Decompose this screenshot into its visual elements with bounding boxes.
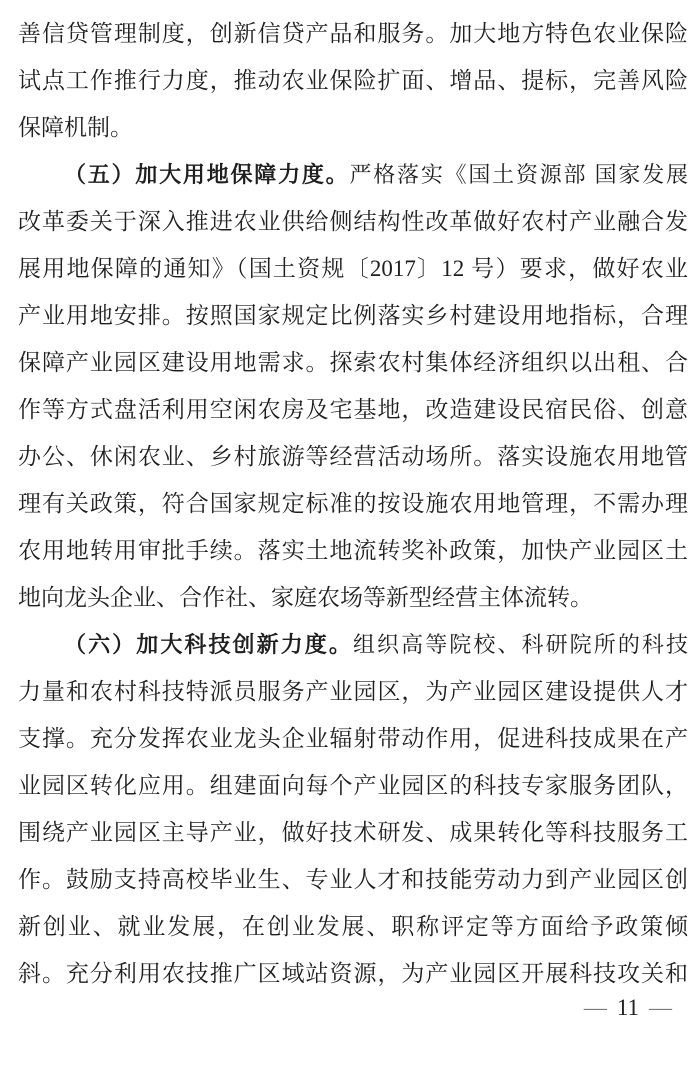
text-line-section-5 [18,151,688,198]
text-line: 新创业、就业发展，在创业发展、职称评定等方面给予政策倾 [18,914,688,939]
text-line: 农用地转用审批手续。落实土地流转奖补政策，加快产业园区土 [18,538,688,563]
text-line: 展用地保障的通知》（国土资规〔2017〕12 号）要求，做好农业 [18,256,688,281]
page-number-value: 11 [616,995,639,1020]
text-line: 斜。充分利用农技推广区域站资源，为产业园区开展科技攻关和 [18,961,688,986]
text-line: 善信贷管理制度，创新信贷产品和服务。加大地方特色农业保险 [18,21,688,46]
text-line: 办公、休闲农业、乡村旅游等经营活动场所。落实设施农用地管 [18,444,688,469]
text-line: 地向龙头企业、合作社、家庭农场等新型经营主体流转。 [18,585,593,610]
text-line: 作。鼓励支持高校毕业生、专业人才和技能劳动力到产业园区创 [18,867,688,892]
section-5-heading: （五）加大用地保障力度。 [64,162,350,187]
section-6-heading: （六）加大科技创新力度。 [64,632,353,657]
text-line: 力量和农村科技特派员服务产业园区，为产业园区建设提供人才 [18,679,688,704]
page-number-dash-left: — [583,995,607,1020]
page-number-dash-right: — [649,995,672,1020]
text-line: 围绕产业园区主导产业，做好技术研发、成果转化等科技服务工 [18,820,688,845]
text-line: 产业用地安排。按照国家规定比例落实乡村建设用地指标，合理 [18,303,688,328]
text-line: 理有关政策，符合国家规定标准的按设施农用地管理，不需办理 [18,491,688,516]
page-number [584,994,672,1022]
text-span: 严格落实《国土资源部 国家发展 [349,162,688,187]
document-body [18,10,688,997]
text-line-section-6 [18,621,688,668]
text-line: 保障产业园区建设用地需求。探索农村集体经济组织以出租、合 [18,350,688,375]
text-line: 支撑。充分发挥农业龙头企业辐射带动作用，促进科技成果在产 [18,726,688,751]
text-line: 保障机制。 [18,115,133,140]
text-line: 业园区转化应用。组建面向每个产业园区的科技专家服务团队， [18,773,688,798]
text-line: 改革委关于深入推进农业供给侧结构性改革做好农村产业融合发 [18,209,688,234]
text-span: 组织高等院校、科研院所的科技 [352,632,688,657]
text-line: 作等方式盘活利用空闲农房及宅基地，改造建设民宿民俗、创意 [18,397,688,422]
text-line: 试点工作推行力度，推动农业保险扩面、增品、提标，完善风险 [18,68,688,93]
